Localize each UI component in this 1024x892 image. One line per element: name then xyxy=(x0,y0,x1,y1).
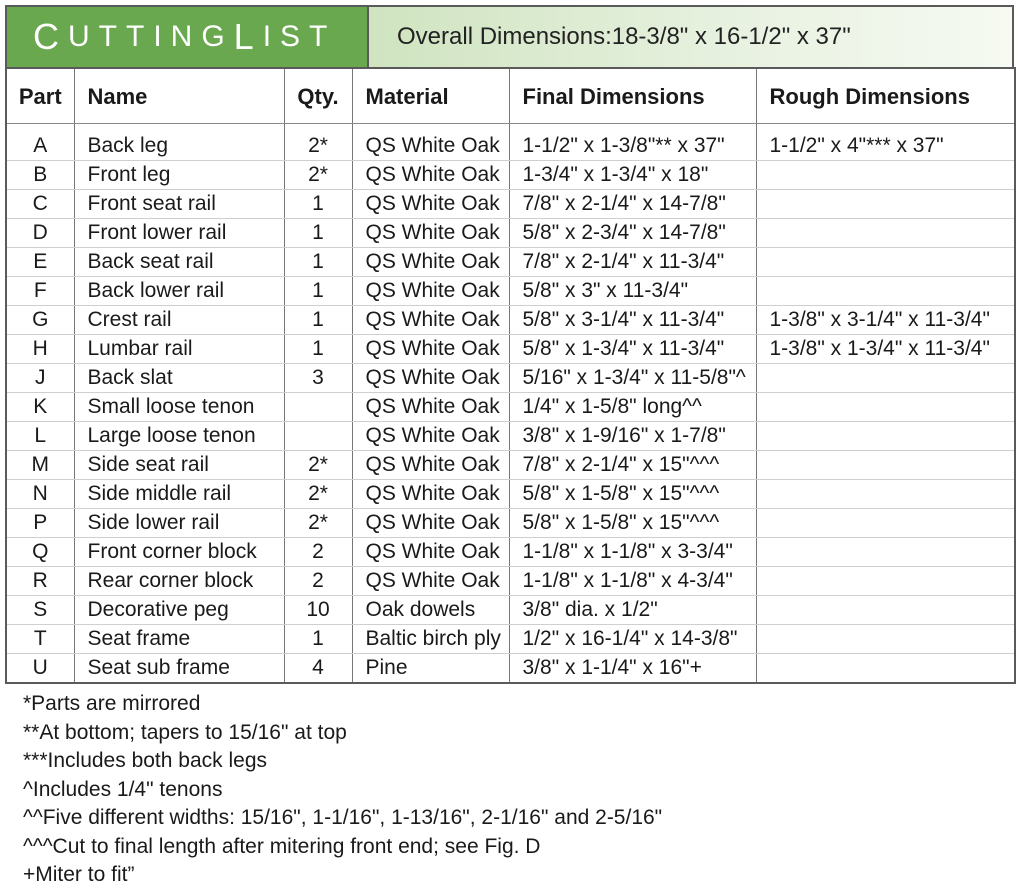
cell-part: E xyxy=(6,248,74,277)
table-row xyxy=(6,422,1015,451)
cell-qty: 10 xyxy=(284,596,352,625)
title-letter-c: C xyxy=(33,16,68,57)
cell-qty: 1 xyxy=(284,335,352,364)
cell-part: F xyxy=(6,277,74,306)
cell-rough-dimensions xyxy=(756,451,1015,480)
cell-rough-dimensions xyxy=(756,277,1015,306)
cell-name: Seat sub frame xyxy=(74,654,284,684)
cutting-list-header xyxy=(5,5,1014,67)
cell-part: U xyxy=(6,654,74,684)
table-row xyxy=(6,306,1015,335)
cell-name: Side middle rail xyxy=(74,480,284,509)
cell-part: G xyxy=(6,306,74,335)
cell-qty: 1 xyxy=(284,625,352,654)
cell-rough-dimensions xyxy=(756,219,1015,248)
cell-qty: 1 xyxy=(284,277,352,306)
cell-name: Crest rail xyxy=(74,306,284,335)
cell-qty: 2* xyxy=(284,124,352,161)
title-part-1: UTTING xyxy=(68,20,234,53)
cell-qty: 2* xyxy=(284,451,352,480)
cell-rough-dimensions xyxy=(756,161,1015,190)
cell-rough-dimensions: 1-1/2" x 4"*** x 37" xyxy=(756,124,1015,161)
footnote: ^^^Cut to final length after mitering front end; see Fig. D xyxy=(23,834,541,858)
col-header-final-dimensions: Final Dimensions xyxy=(509,68,756,124)
cell-qty: 2* xyxy=(284,480,352,509)
cell-rough-dimensions xyxy=(756,393,1015,422)
cell-name: Side seat rail xyxy=(74,451,284,480)
table-row xyxy=(6,219,1015,248)
cell-name: Front seat rail xyxy=(74,190,284,219)
cell-final-dimensions: 5/8" x 3" x 11-3/4" xyxy=(509,277,756,306)
cell-part: T xyxy=(6,625,74,654)
cell-final-dimensions: 1-1/8" x 1-1/8" x 3-3/4" xyxy=(509,538,756,567)
cell-final-dimensions: 1-3/4" x 1-3/4" x 18" xyxy=(509,161,756,190)
cell-rough-dimensions xyxy=(756,596,1015,625)
footnote: ^Includes 1/4" tenons xyxy=(23,777,223,801)
table-row xyxy=(6,393,1015,422)
cutting-list-title xyxy=(7,7,369,67)
table-row xyxy=(6,654,1015,684)
cell-rough-dimensions xyxy=(756,625,1015,654)
cell-rough-dimensions xyxy=(756,567,1015,596)
cell-part: M xyxy=(6,451,74,480)
footnote: ^^Five different widths: 15/16", 1-1/16", 1-13/16", 2-1/16" and 2-5/16" xyxy=(23,806,663,829)
overall-dimensions: Overall Dimensions:18-3/8" x 16-1/2" x 37" xyxy=(369,7,1012,67)
cell-qty xyxy=(284,422,352,451)
cell-qty: 2 xyxy=(284,567,352,596)
table-row xyxy=(6,451,1015,480)
col-header-part: Part xyxy=(6,68,74,124)
cell-material: QS White Oak xyxy=(352,335,509,364)
cell-qty: 3 xyxy=(284,364,352,393)
cell-qty: 2 xyxy=(284,538,352,567)
cell-rough-dimensions xyxy=(756,248,1015,277)
cell-name: Side lower rail xyxy=(74,509,284,538)
cell-qty: 1 xyxy=(284,306,352,335)
cell-name: Back leg xyxy=(74,124,284,161)
table-row xyxy=(6,625,1015,654)
cell-qty: 1 xyxy=(284,219,352,248)
cell-material: QS White Oak xyxy=(352,219,509,248)
table-row xyxy=(6,335,1015,364)
cell-final-dimensions: 5/8" x 1-3/4" x 11-3/4" xyxy=(509,335,756,364)
table-row xyxy=(6,480,1015,509)
cell-name: Decorative peg xyxy=(74,596,284,625)
cell-final-dimensions: 7/8" x 2-1/4" x 15"^^^ xyxy=(509,451,756,480)
cell-part: N xyxy=(6,480,74,509)
cell-material: QS White Oak xyxy=(352,248,509,277)
cell-final-dimensions: 5/8" x 1-5/8" x 15"^^^ xyxy=(509,509,756,538)
cell-final-dimensions: 3/8" x 1-1/4" x 16"+ xyxy=(509,654,756,684)
cell-material: QS White Oak xyxy=(352,161,509,190)
cell-material: QS White Oak xyxy=(352,124,509,161)
table-row xyxy=(6,538,1015,567)
cell-final-dimensions: 3/8" x 1-9/16" x 1-7/8" xyxy=(509,422,756,451)
table-row xyxy=(6,190,1015,219)
cell-material: Pine xyxy=(352,654,509,684)
cell-final-dimensions: 1/2" x 16-1/4" x 14-3/8" xyxy=(509,625,756,654)
cell-material: Baltic birch ply xyxy=(352,625,509,654)
cell-part: R xyxy=(6,567,74,596)
cell-rough-dimensions: 1-3/8" x 3-1/4" x 11-3/4" xyxy=(756,306,1015,335)
cell-rough-dimensions xyxy=(756,480,1015,509)
cell-part: A xyxy=(6,124,74,161)
cell-material: QS White Oak xyxy=(352,364,509,393)
cell-part: D xyxy=(6,219,74,248)
cell-name: Back lower rail xyxy=(74,277,284,306)
cell-rough-dimensions xyxy=(756,190,1015,219)
table-row xyxy=(6,161,1015,190)
table-row xyxy=(6,509,1015,538)
cell-final-dimensions: 5/16" x 1-3/4" x 11-5/8"^ xyxy=(509,364,756,393)
cell-qty: 2* xyxy=(284,509,352,538)
cell-final-dimensions: 1/4" x 1-5/8" long^^ xyxy=(509,393,756,422)
cell-name: Seat frame xyxy=(74,625,284,654)
cell-qty: 4 xyxy=(284,654,352,684)
cell-material: QS White Oak xyxy=(352,538,509,567)
cell-rough-dimensions xyxy=(756,538,1015,567)
table-row xyxy=(6,248,1015,277)
cell-name: Front leg xyxy=(74,161,284,190)
table-header-row xyxy=(6,68,1015,124)
cell-part: S xyxy=(6,596,74,625)
cell-name: Front lower rail xyxy=(74,219,284,248)
footnote: **At bottom; tapers to 15/16" at top xyxy=(23,720,347,744)
cell-material: QS White Oak xyxy=(352,306,509,335)
footnotes xyxy=(23,690,662,890)
cell-material: Oak dowels xyxy=(352,596,509,625)
cell-name: Back seat rail xyxy=(74,248,284,277)
cell-part: B xyxy=(6,161,74,190)
table-row xyxy=(6,364,1015,393)
cell-rough-dimensions xyxy=(756,364,1015,393)
title-letter-l: L xyxy=(233,16,263,57)
table-row xyxy=(6,277,1015,306)
cell-material: QS White Oak xyxy=(352,277,509,306)
cell-final-dimensions: 1-1/8" x 1-1/8" x 4-3/4" xyxy=(509,567,756,596)
footnote: +Miter to fit” xyxy=(23,863,135,886)
cell-material: QS White Oak xyxy=(352,190,509,219)
cell-name: Large loose tenon xyxy=(74,422,284,451)
cell-name: Small loose tenon xyxy=(74,393,284,422)
cell-material: QS White Oak xyxy=(352,451,509,480)
cutting-list-sheet xyxy=(5,5,1014,886)
cell-part: C xyxy=(6,190,74,219)
cell-qty xyxy=(284,393,352,422)
col-header-qty: Qty. xyxy=(284,68,352,124)
cell-part: J xyxy=(6,364,74,393)
title-part-2: IST xyxy=(262,20,337,53)
cell-name: Rear corner block xyxy=(74,567,284,596)
cell-qty: 1 xyxy=(284,190,352,219)
table-row xyxy=(6,124,1015,161)
cell-final-dimensions: 3/8" dia. x 1/2" xyxy=(509,596,756,625)
cell-part: L xyxy=(6,422,74,451)
cell-qty: 1 xyxy=(284,248,352,277)
cell-name: Back slat xyxy=(74,364,284,393)
cell-rough-dimensions: 1-3/8" x 1-3/4" x 11-3/4" xyxy=(756,335,1015,364)
cell-part: Q xyxy=(6,538,74,567)
cell-material: QS White Oak xyxy=(352,509,509,538)
table-row xyxy=(6,567,1015,596)
cell-final-dimensions: 5/8" x 3-1/4" x 11-3/4" xyxy=(509,306,756,335)
cell-part: H xyxy=(6,335,74,364)
cell-name: Lumbar rail xyxy=(74,335,284,364)
cell-final-dimensions: 1-1/2" x 1-3/8"** x 37" xyxy=(509,124,756,161)
table-row xyxy=(6,596,1015,625)
cell-material: QS White Oak xyxy=(352,480,509,509)
footnote: *Parts are mirrored xyxy=(23,692,201,715)
cell-material: QS White Oak xyxy=(352,567,509,596)
cell-final-dimensions: 5/8" x 2-3/4" x 14-7/8" xyxy=(509,219,756,248)
cutting-list-table xyxy=(5,67,1016,684)
cell-material: QS White Oak xyxy=(352,393,509,422)
cell-final-dimensions: 7/8" x 2-1/4" x 11-3/4" xyxy=(509,248,756,277)
cell-name: Front corner block xyxy=(74,538,284,567)
cell-rough-dimensions xyxy=(756,422,1015,451)
cell-material: QS White Oak xyxy=(352,422,509,451)
cell-rough-dimensions xyxy=(756,654,1015,684)
cell-qty: 2* xyxy=(284,161,352,190)
cell-part: P xyxy=(6,509,74,538)
cell-rough-dimensions xyxy=(756,509,1015,538)
cell-final-dimensions: 5/8" x 1-5/8" x 15"^^^ xyxy=(509,480,756,509)
col-header-material: Material xyxy=(352,68,509,124)
col-header-rough-dimensions: Rough Dimensions xyxy=(756,68,1015,124)
footnote: ***Includes both back legs xyxy=(23,749,267,772)
cell-final-dimensions: 7/8" x 2-1/4" x 14-7/8" xyxy=(509,190,756,219)
col-header-name: Name xyxy=(74,68,284,124)
cell-part: K xyxy=(6,393,74,422)
